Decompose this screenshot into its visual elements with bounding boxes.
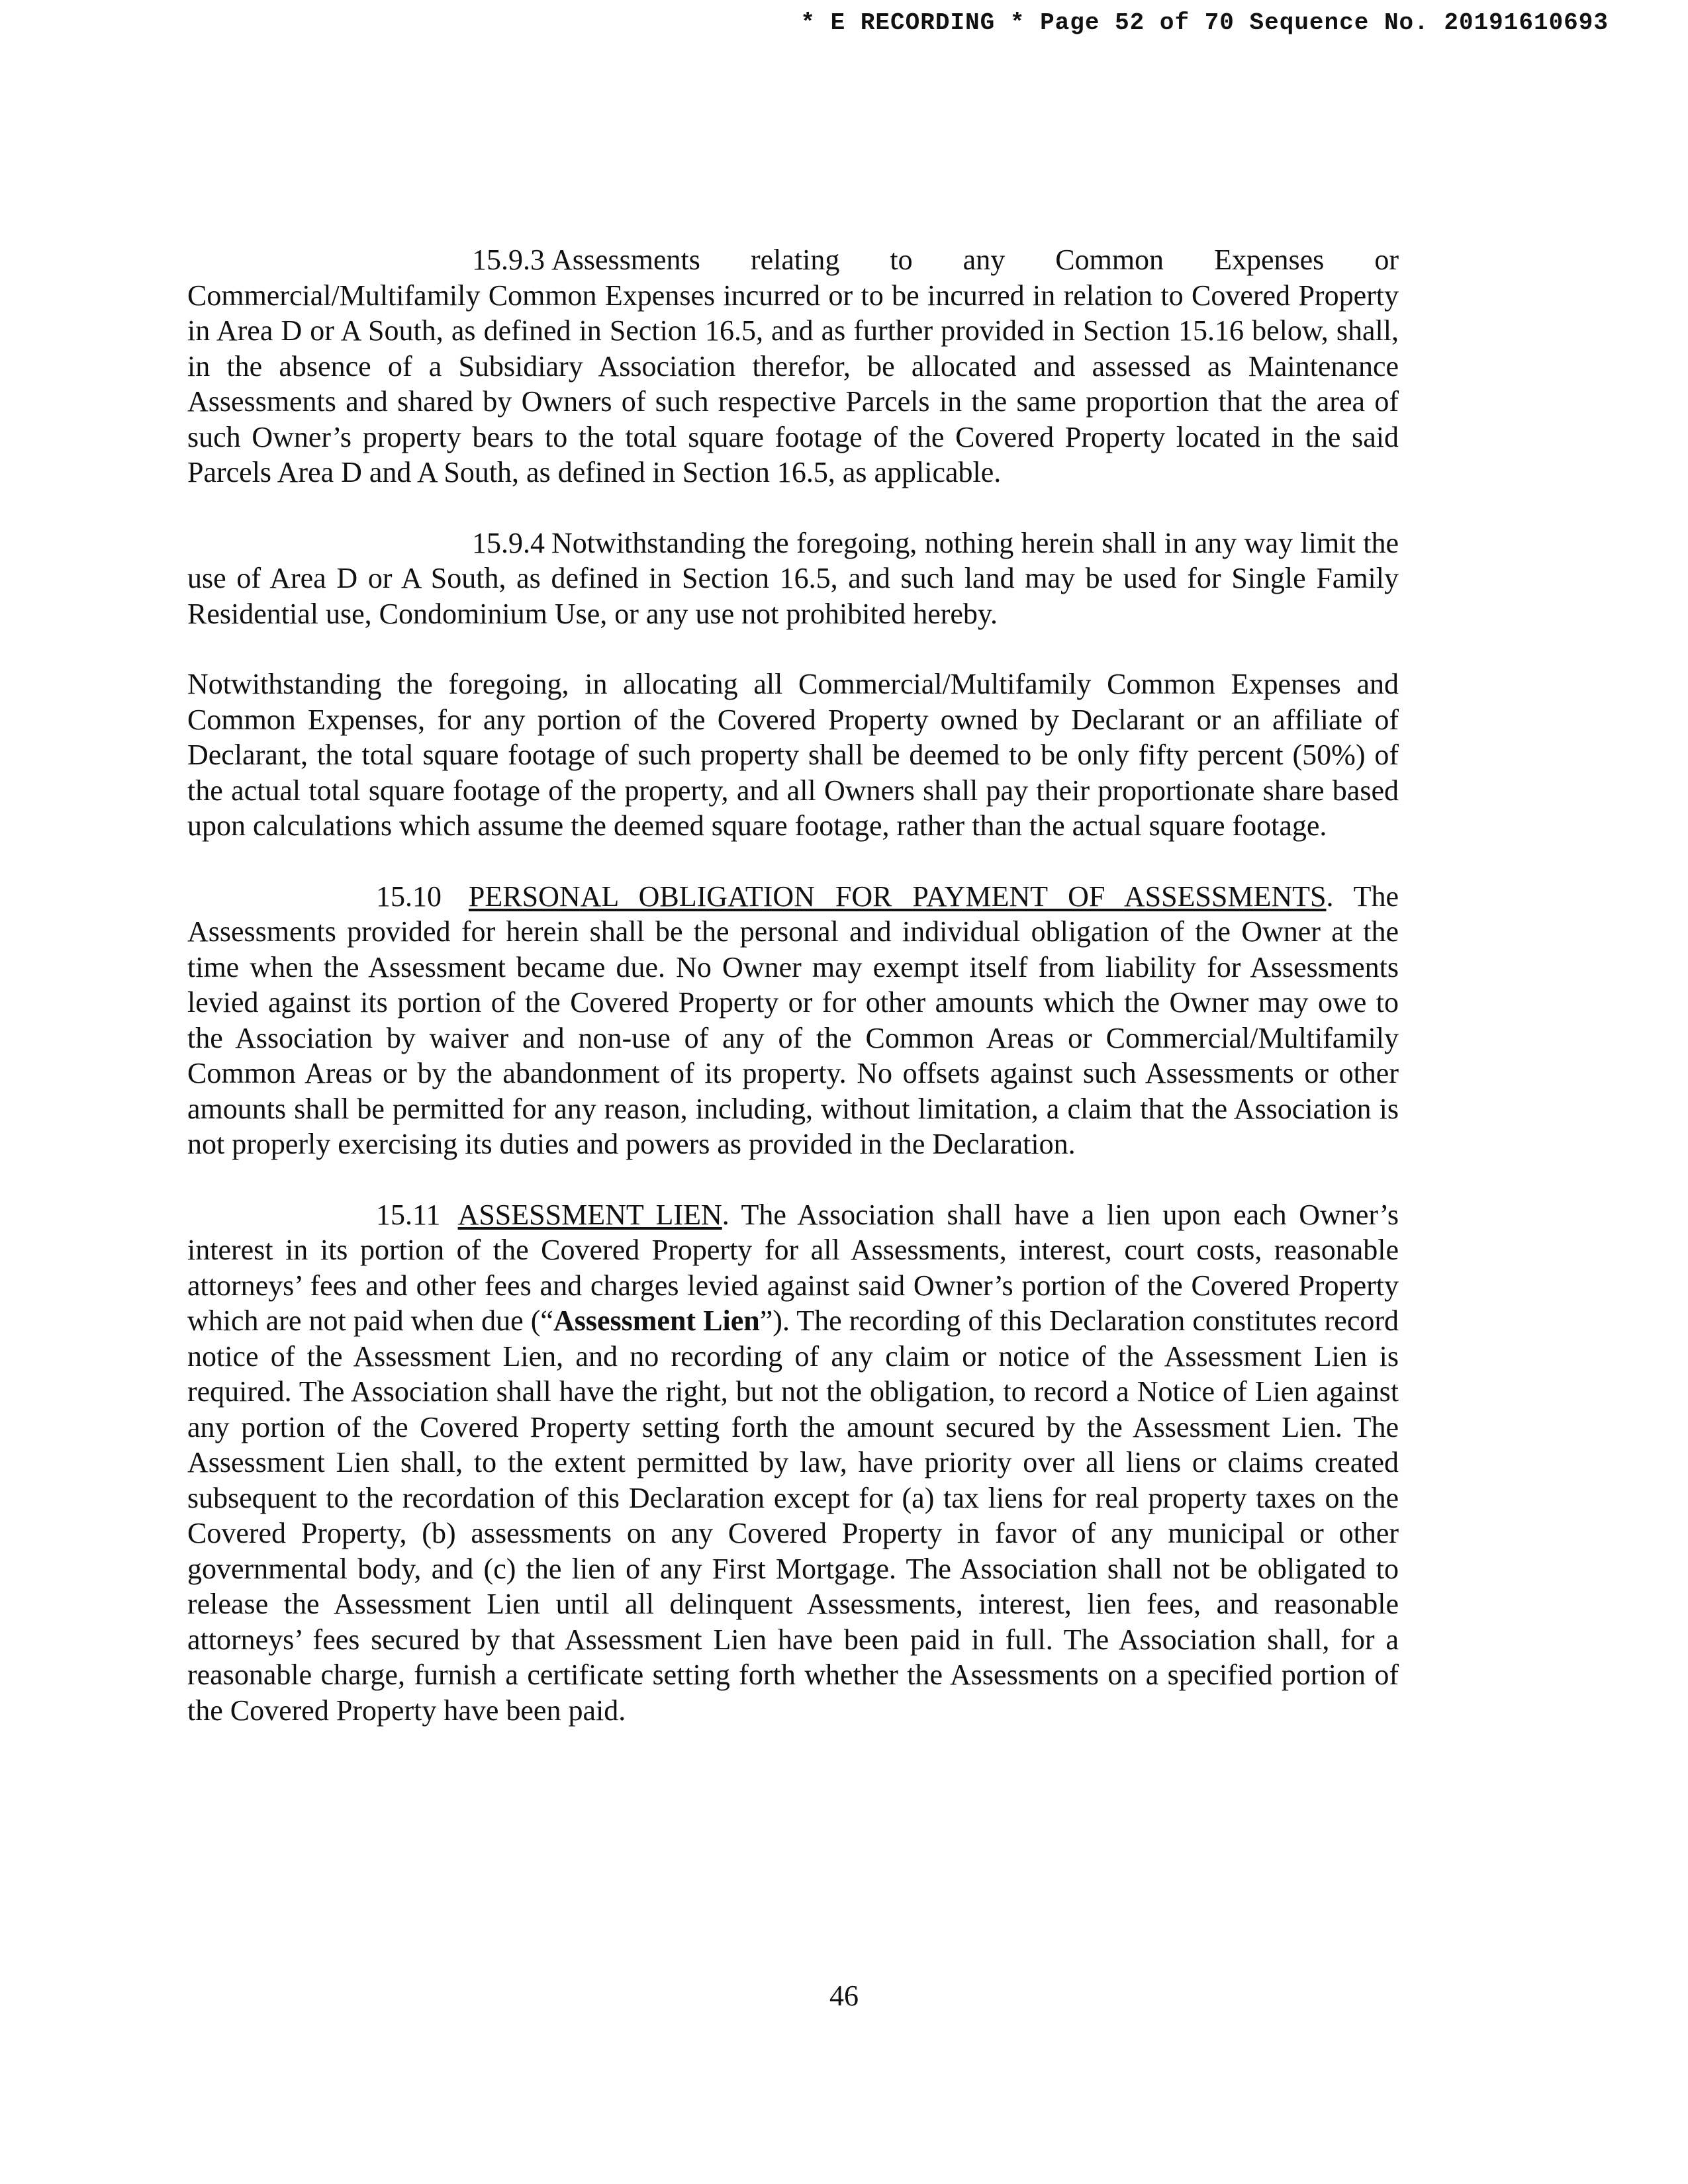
section-15-9-3	[187, 242, 1399, 490]
section-text: Notwithstanding the foregoing, nothing herein shall in any way limit the use of Area D or A South, as defined in Section 16.5, and such land may be used for Single Family Residential use, Condominium Use, or any use not prohibited hereby.	[187, 526, 1399, 630]
section-number: 15.11	[376, 1198, 441, 1231]
paragraph-text: Notwithstanding the foregoing, in allocating all Commercial/Multifamily Common Expenses and Common Expenses, for any portion of the Covered Property owned by Declarant or an affiliate of Declarant, the total square footage of such property shall be deemed to be only fifty percent (50%) of the actual total square footage of the property, and all Owners shall pay their proportionate share based upon calculations which assume the deemed square footage, rather than the actual square footage.	[187, 668, 1399, 842]
document-body	[187, 242, 1399, 1763]
section-text: . The Assessments provided for herein shall be the personal and individual obligation of the Owner at the time when the Assessment became due. No Owner may exempt itself from liability for Assessments levied against its portion of the Covered Property or for other amounts which the Owner may owe to the Association by waiver and non-use of any of the Common Areas or Commercial/Multifamily Common Areas or by the abandonment of its property. No offsets against such Assessments or other amounts shall be permitted for any reason, including, without limitation, a claim that the Association is not properly exercising its duties and powers as provided in the Declaration.	[187, 880, 1399, 1160]
section-number: 15.10	[376, 880, 442, 913]
page-number: 46	[829, 1979, 859, 2012]
section-heading: ASSESSMENT LIEN	[457, 1198, 722, 1231]
section-15-9-4	[187, 525, 1399, 632]
section-number: 15.9.4	[472, 526, 545, 559]
notwithstanding-paragraph	[187, 666, 1399, 844]
section-heading: PERSONAL OBLIGATION FOR PAYMENT OF ASSESSMENTS	[468, 880, 1327, 913]
section-15-11	[187, 1197, 1399, 1729]
section-15-10	[187, 879, 1399, 1162]
section-text-before: . The Association shall have a lien upon each Owner’s interest in its portion of the Covered Property for all Assessments, interest, court costs, reasonable attorneys’ fees and other fees and charges levied against said Owner’s portion of the Covered Property which are not paid when due (“	[187, 1198, 1399, 1337]
section-text-after: ”). The recording of this Declaration constitutes record notice of the Assessment Lien, and no recording of any claim or notice of the Assessment Lien is required. The Association shall have the right, but not the obligation, to record a Notice of Lien against any portion of the Covered Property setting forth the amount secured by the Assessment Lien. The Assessment Lien shall, to the extent permitted by law, have priority over all liens or claims created subsequent to the recordation of this Declaration except for (a) tax liens for real property taxes on the Covered Property, (b) assessments on any Covered Property in favor of any municipal or other governmental body, and (c) the lien of any First Mortgage. The Association shall not be obligated to release the Assessment Lien until all delinquent Assessments, interest, lien fees, and reasonable attorneys’ fees secured by that Assessment Lien have been paid in full. The Association shall, for a reasonable charge, furnish a certificate setting forth whether the Assessments on a specified portion of the Covered Property have been paid.	[187, 1304, 1399, 1727]
section-text: Assessments relating to any Common Expenses or Commercial/Multifamily Common Expenses incurred or to be incurred in relation to Covered Property in Area D or A South, as defined in Section 16.5, and as further provided in Section 15.16 below, shall, in the absence of a Subsidiary Association therefor, be allocated and assessed as Maintenance Assessments and shared by Owners of such respective Parcels in the same proportion that the area of such Owner’s property bears to the total square footage of the Covered Property located in the said Parcels Area D and A South, as defined in Section 16.5, as applicable.	[187, 244, 1399, 488]
section-number: 15.9.3	[472, 244, 545, 276]
recording-stamp-header: * E RECORDING * Page 52 of 70 Sequence No. 20191610693	[800, 9, 1609, 36]
defined-term: Assessment Lien	[553, 1304, 760, 1337]
